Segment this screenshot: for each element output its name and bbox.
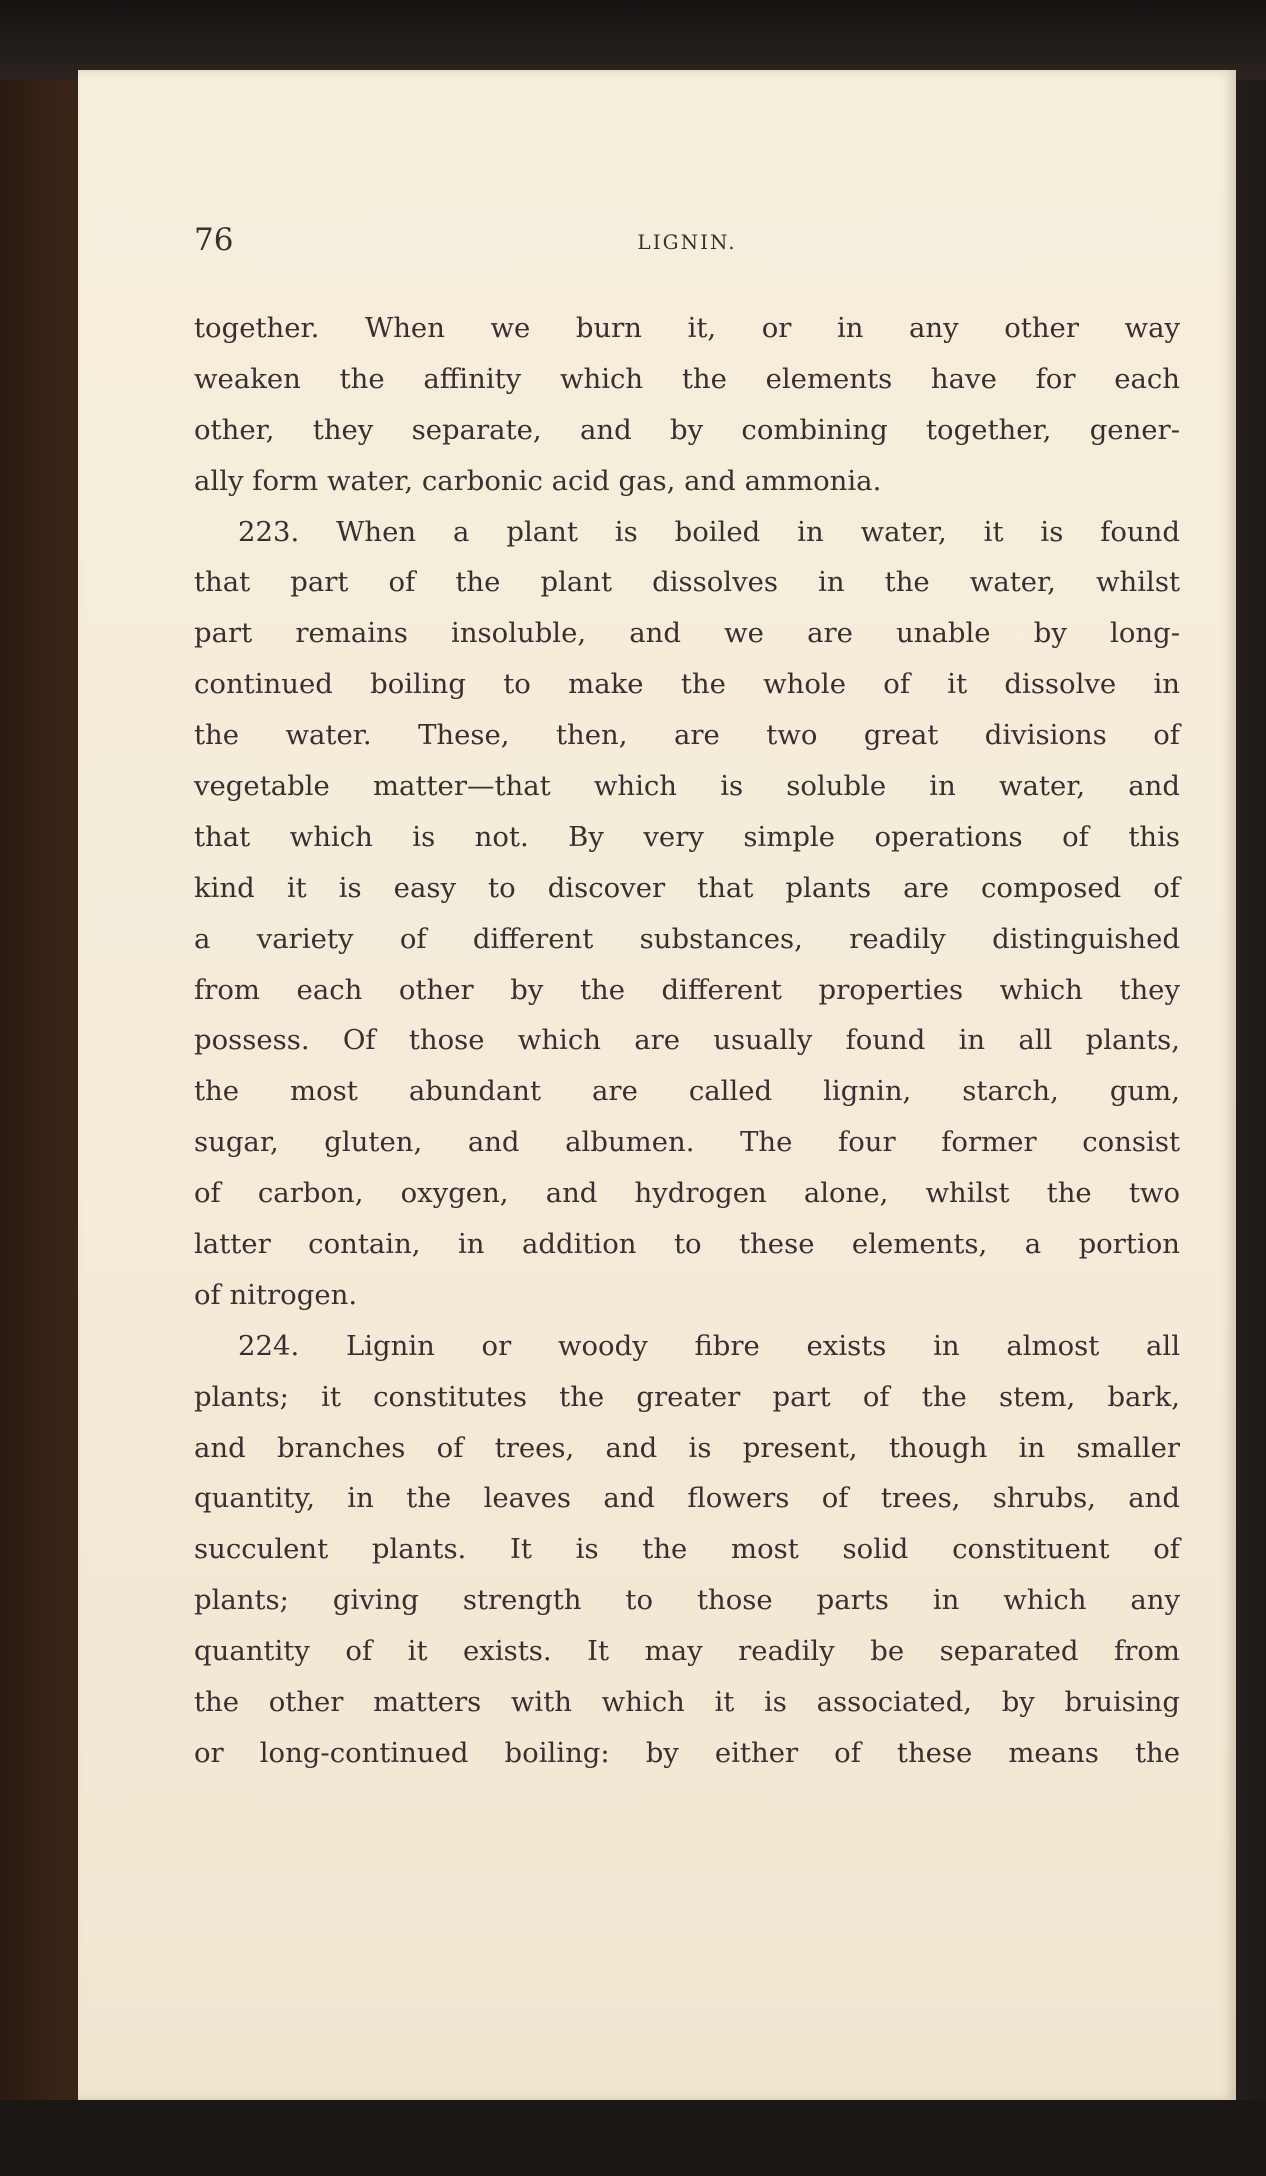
- text-line: ally form water, carbonic acid gas, and ammonia.: [194, 464, 882, 497]
- text-line: quantity of it exists. It may readily be separated from: [194, 1635, 1180, 1668]
- text-line: the other matters with which it is associated, by bruising: [194, 1686, 1180, 1719]
- text-line: weaken the affinity which the elements have for each: [194, 362, 1180, 395]
- page-body-text: [194, 303, 1180, 1779]
- text-line: the most abundant are called lignin, starch, gum,: [194, 1075, 1180, 1108]
- text-line: or long-continued boiling: by either of these means the: [194, 1736, 1180, 1769]
- text-line: other, they separate, and by combining together, gener-: [194, 413, 1180, 446]
- text-line: that part of the plant dissolves in the water, whilst: [194, 566, 1180, 599]
- text-line: the water. These, then, are two great divisions of: [194, 719, 1180, 752]
- text-line: part remains insoluble, and we are unable by long-: [194, 617, 1180, 650]
- text-line: continued boiling to make the whole of it dissolve in: [194, 668, 1180, 701]
- page-header: [194, 222, 1180, 262]
- text-line: plants; it constitutes the greater part of the stem, bark,: [194, 1380, 1180, 1413]
- scan-background-top: [0, 0, 1266, 80]
- text-line: latter contain, in addition to these elements, a portion: [194, 1228, 1180, 1261]
- running-head: LIGNIN.: [637, 230, 737, 254]
- text-line: plants; giving strength to those parts in which any: [194, 1584, 1180, 1617]
- text-line: together. When we burn it, or in any other way: [194, 312, 1180, 344]
- text-line: of nitrogen.: [194, 1278, 358, 1311]
- text-line: from each other by the different properties which they: [194, 973, 1180, 1006]
- text-line: succulent plants. It is the most solid constituent of: [194, 1533, 1180, 1566]
- text-line: of carbon, oxygen, and hydrogen alone, whilst the two: [194, 1177, 1180, 1210]
- text-line: vegetable matter—that which is soluble in water, and: [194, 770, 1180, 803]
- text-line: kind it is easy to discover that plants are composed of: [194, 871, 1180, 904]
- page-number: 76: [194, 222, 234, 258]
- text-line: sugar, gluten, and albumen. The four former consist: [194, 1126, 1180, 1159]
- text-line: and branches of trees, and is present, though in smaller: [194, 1431, 1180, 1464]
- text-line: that which is not. By very simple operations of this: [194, 820, 1180, 853]
- text-line: possess. Of those which are usually found in all plants,: [194, 1024, 1180, 1057]
- text-line: quantity, in the leaves and flowers of trees, shrubs, and: [194, 1482, 1180, 1515]
- text-line: 224. Lignin or woody fibre exists in almost all: [238, 1329, 1180, 1362]
- scan-background-bottom: [0, 2100, 1266, 2176]
- text-line: a variety of different substances, readily distinguished: [194, 922, 1180, 955]
- text-line: 223. When a plant is boiled in water, it is found: [238, 515, 1180, 548]
